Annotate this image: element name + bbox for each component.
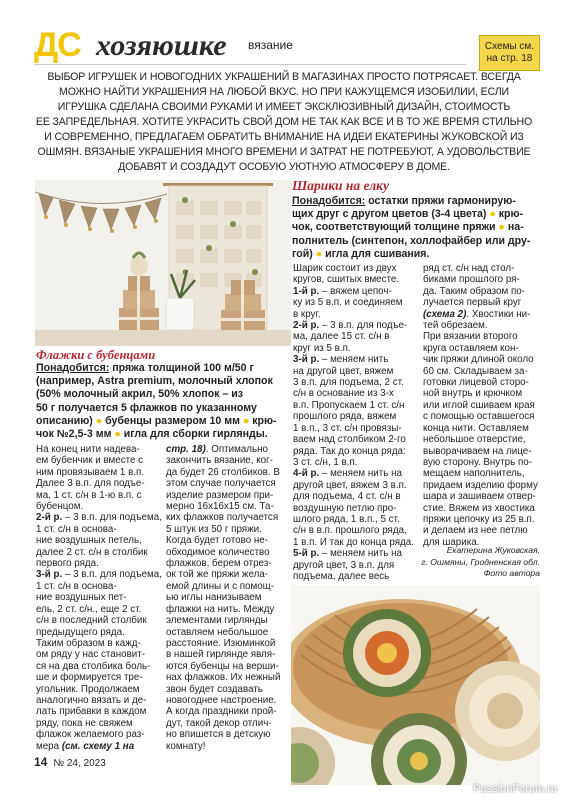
text-line (423, 331, 538, 342)
row-label: 1-й р. (293, 285, 320, 297)
text-line (423, 286, 538, 297)
section-title: хозяюшке (96, 29, 227, 62)
issue-number: № 24, 2023 (53, 758, 106, 769)
text-content: круга оставляем кон- (423, 342, 519, 354)
text-line: этом случае получается (166, 478, 276, 490)
text-content: пряжи цепочку из 25 в.п. (423, 513, 535, 525)
text-line (293, 309, 414, 320)
text-content: другой цвет, 3 в.п. для (293, 559, 395, 571)
text-line (423, 411, 538, 422)
text-content: – меняем нить на (319, 468, 402, 480)
text-line (293, 388, 414, 399)
text-content: Далее 3 в.п. для подъе- (36, 478, 145, 490)
text-content: кругов, сшитых вместе. (293, 274, 400, 286)
text-line: комнату! (166, 740, 206, 752)
materials-text: бубенцы размером 10 мм (102, 414, 243, 427)
text-content: ряда. Так до конца ряда: (293, 445, 406, 457)
text-content: бубенцом. (36, 501, 84, 513)
text-content: ние воздушных петель, (36, 535, 142, 547)
text-line: новогоднее настроение. (166, 694, 277, 706)
text-line (293, 354, 414, 365)
page-footer (34, 755, 106, 769)
text-line: но впишется в детскую (166, 729, 271, 741)
text-line: дут, такой декор отлич- (166, 717, 272, 729)
text-content: 1 ст. с/н в основа- (36, 523, 117, 535)
text-line (36, 706, 162, 717)
intro-paragraph (34, 70, 534, 175)
text-content: выворачиваем на лице- (423, 445, 532, 457)
text-content: Шарик состоит из двух (293, 263, 397, 274)
text-content: и делаем из нее петлю (423, 525, 528, 537)
header-divider (34, 64, 466, 65)
text-line (36, 512, 162, 523)
text-line (36, 558, 162, 569)
intro-line: И СОВРЕМЕННО, ПРЕДЛАГАЕМ ОБРАТИТЬ ВНИМАНИЕ НА ИДЕИ ЕКАТЕРИНЫ ЖУКОВСКОЙ ИЗ (44, 131, 524, 143)
materials-text: гой) (292, 247, 316, 260)
text-content: ся на два столбика боль- (36, 660, 151, 672)
text-line (36, 741, 162, 752)
text-content: ваем над столбиком 2-го (293, 434, 406, 446)
text-content: биками прошлого ря- (423, 274, 520, 286)
text-line (423, 480, 538, 491)
text-line: расстояние. Изюминкой (166, 637, 276, 649)
text-line (293, 480, 414, 491)
text-line: закончить вязание, ког- (166, 455, 273, 467)
photo-credit: Фото автора (483, 568, 540, 578)
text-line (293, 446, 414, 457)
text-content: 3 в.п. для подъема, 2 ст. (293, 377, 404, 389)
text-line: ких флажков получается (166, 512, 279, 524)
text-line (423, 525, 538, 536)
text-content: с помощью оставшегося (423, 411, 535, 423)
text-content: вую сторону. Внутрь по- (423, 456, 532, 468)
text-content: готовки лицевой сторо- (423, 377, 529, 389)
text-line (36, 524, 162, 535)
text-line (166, 444, 280, 455)
text-line: звон будет создавать (166, 683, 263, 695)
text-content: – меняем нить на (319, 548, 402, 560)
text-line: оставляем небольшое (166, 626, 269, 638)
text-content: прошлого ряда, вяжем (293, 411, 397, 423)
materials-text: (50% молочный акрил, 50% хлопок – из (36, 388, 244, 401)
text-line (423, 343, 538, 354)
text-content: . Хвостики ни- (466, 308, 531, 320)
text-content: лать прибавки в каждом (36, 706, 147, 718)
text-content: предыдущего ряда. (36, 626, 125, 638)
text-line: да будет 26 столбиков. В (166, 466, 280, 478)
text-content: в круг. (293, 308, 321, 320)
text-content: шара и зашиваем отвер- (423, 491, 536, 503)
text-content: ние воздушных пет- (36, 592, 127, 604)
materials-text: на- (504, 221, 524, 234)
text-content: стие. Вяжем из хвостика (423, 502, 535, 514)
text-line (423, 423, 538, 434)
text-line: флажков, берем отрез- (166, 558, 272, 570)
materials-text: 50 г получается 5 флажков по указанному (36, 401, 257, 414)
text-line (423, 354, 538, 365)
text-content: с/н в основание из 3-х (293, 388, 394, 400)
text-content: – вяжем цепоч- (319, 285, 392, 297)
text-line (293, 286, 414, 297)
materials-text: (например, Astra premium, молочный хлопок (36, 375, 273, 388)
flags-column-1 (36, 444, 162, 752)
text-content: ряд ст. с/н над стол- (423, 263, 515, 274)
text-line (423, 263, 538, 274)
row-label: (схема 2) (423, 308, 467, 320)
text-line (36, 467, 162, 478)
text-line (36, 604, 162, 615)
text-line (36, 535, 162, 546)
text-line (36, 718, 162, 729)
text-line (36, 444, 162, 455)
row-label: 5-й р. (293, 548, 320, 560)
text-content: ом ряду у нас становит- (36, 649, 145, 661)
author-name: Екатерина Жуковская, (446, 545, 540, 555)
text-content: с/н в в.п. прошлого ряда, (293, 525, 407, 537)
text-content: ма, 1 ст. с/н в 1-ю в.п. с (36, 489, 142, 501)
intro-line: ИГРУШКА СДЕЛАНА СВОИМИ РУКАМИ И ИМЕЕТ ЭКСКЛЮЗИВНЫЙ ДИЗАЙН, СТОИМОСТЬ (57, 101, 511, 113)
text-line (36, 729, 162, 740)
schemes-note-line: на стр. 18 (486, 53, 533, 64)
text-line (293, 320, 414, 331)
row-label: 4-й р. (293, 468, 320, 480)
text-line: ок той же пряжи жела- (166, 569, 269, 581)
text-content: – меняем нить (319, 354, 389, 366)
text-line (36, 649, 162, 660)
balls-heading: Шарики на елку (292, 178, 389, 193)
text-content: ним провязываем 1 в.п. (36, 466, 145, 478)
text-content: ем бубенчик и вместе с (36, 455, 144, 467)
text-content: ма, далее 15 ст. с/н в (293, 331, 390, 343)
text-content: – 3 в.п. для подъема, (62, 569, 162, 581)
text-content: другой цвет, вяжем 3 в.п. (293, 479, 407, 491)
text-content: или иглой сшиваем края (423, 399, 535, 411)
materials-text: чок №2,5-3 мм (36, 428, 115, 441)
text-content: тей обрезаем. (423, 320, 488, 332)
text-line (36, 684, 162, 695)
text-line (293, 457, 414, 468)
row-label: 3-й р. (293, 354, 320, 366)
text-line (36, 478, 162, 489)
bullet-icon: ● (242, 414, 250, 427)
text-line: обходимое количество (166, 546, 270, 558)
text-line: А когда праздники прой- (166, 706, 277, 718)
flags-column-2 (166, 444, 280, 752)
text-line: элементами гирлянды (166, 615, 268, 627)
text-line (423, 434, 538, 445)
intro-line: ДОБАВЯТ И СОЗДАДУТ ОСОБУЮ УЮТНУЮ АТМОСФЕРУ В ДОМЕ. (118, 161, 450, 173)
text-line (36, 695, 162, 706)
materials-text: щих друг с другом цветов (3-4 цвета) (292, 208, 490, 221)
text-line (423, 274, 538, 285)
text-line (293, 491, 414, 502)
text-line (293, 468, 414, 479)
text-content: шлого ряда, 1 в.п., 5 ст. (293, 513, 400, 525)
materials-text: крю- (249, 414, 277, 427)
text-content: – 3 в.п. для подъема, (62, 512, 162, 524)
text-line (423, 503, 538, 514)
text-content: – 3 в.п. для подъе- (319, 320, 408, 332)
text-content: небольшое отверстие, (423, 434, 526, 446)
text-line (36, 490, 162, 501)
text-content: придаем изделию форму (423, 479, 538, 491)
text-content: ше и формируется тре- (36, 672, 143, 684)
text-line (293, 366, 414, 377)
text-content: подъема, далее весь (293, 570, 390, 582)
text-line-rest: . Оптимально (205, 444, 268, 455)
text-content: чик пряжи длиной около (423, 354, 534, 366)
text-content: круг из 5 в.п. (293, 342, 351, 354)
author-place: г. Ошмяны, Гродненская обл. (421, 556, 540, 567)
text-line (423, 491, 538, 502)
text-line (293, 514, 414, 525)
text-line (36, 501, 162, 512)
garland-photo (35, 180, 291, 346)
bullet-icon: ● (114, 428, 121, 441)
materials-text: остатки пряжи гармонирую- (365, 195, 516, 207)
page-number: 14 (34, 755, 48, 769)
watermark: PassionForum.ru (473, 783, 557, 795)
crochet-balls-photo (291, 585, 540, 785)
schemes-note-line: Схемы см. (484, 41, 535, 52)
text-line: флажки на нить. Между (166, 603, 275, 615)
text-line (293, 434, 414, 445)
text-content: аналогично вязать и де- (36, 694, 147, 706)
text-line (293, 525, 414, 536)
text-content: 1 ст. с/н в основа- (36, 580, 117, 592)
text-line (293, 503, 414, 514)
text-content: угольник. Продолжаем (36, 683, 140, 695)
text-line (423, 377, 538, 388)
garland-photo-illustration (35, 180, 291, 346)
text-line: в нашей гирлянде явля- (166, 649, 276, 661)
text-line (423, 297, 538, 308)
materials-text: крю- (495, 208, 524, 221)
text-line: изделие размером при- (166, 489, 274, 501)
text-line (423, 309, 538, 320)
materials-text: чок, соответствующий толщине пряжи (292, 221, 499, 234)
text-line: мерно 16х16х15 см. Та- (166, 501, 274, 513)
text-line (293, 423, 414, 434)
rubric-label: вязание (248, 38, 293, 52)
text-line (293, 263, 414, 274)
materials-label: Понадобится: (292, 195, 366, 207)
text-line (36, 627, 162, 638)
text-content: конца нити. Оставляем (423, 422, 529, 434)
text-line (423, 366, 538, 377)
text-content: с/н в последний столбик (36, 615, 147, 627)
bullet-icon: ● (315, 247, 323, 260)
intro-line: ВЫБОР ИГРУШЕК И НОВОГОДНИХ УКРАШЕНИЙ В МАГАЗИНАХ ПРОСТО ПОТРЯСАЕТ. ВСЕГДА (47, 71, 521, 83)
text-line (36, 661, 162, 672)
text-line (293, 400, 414, 411)
materials-text: игла для сборки гирлянды. (120, 428, 268, 441)
intro-line: ОШМЯН. ВЯЗАНЫЕ УКРАШЕНИЯ МНОГО ВРЕМЕНИ И ЗАТРАТ НЕ ПОТРЕБУЮТ, А УДОВОЛЬСТВИЕ (37, 146, 531, 158)
brand-logo: ДС (34, 26, 81, 64)
text-line (293, 343, 414, 354)
text-line (293, 331, 414, 342)
text-line (423, 446, 538, 457)
text-content: 3 ст. с/н, 1 в.п. (293, 456, 358, 468)
text-line (293, 411, 414, 422)
text-content: При вязании второго (423, 331, 518, 343)
text-line: нах флажков. Их нежный (166, 672, 281, 684)
text-content: далее 2 ст. с/н в столбик (36, 546, 148, 558)
text-line (36, 638, 162, 649)
text-line (293, 274, 414, 285)
text-line (36, 569, 162, 580)
row-label: 3-й р. (36, 569, 63, 581)
text-line: ются бубенцы на верши- (166, 660, 279, 672)
bullet-icon: ● (95, 414, 103, 427)
text-content: флажок желаемого раз- (36, 729, 145, 741)
scheme-reference: стр. 18) (166, 444, 206, 455)
text-line (423, 388, 538, 399)
text-content: мера (36, 740, 62, 752)
intro-line: ЕЕ ЗАПРЕДЕЛЬНАЯ. ХОТИТЕ УКРАСИТЬ СВОЙ ДОМ НЕ ТАК КАК ВСЕ И В ТО ЖЕ ВРЕМЯ СТИЛЬНО (35, 116, 533, 128)
author-signature (292, 545, 540, 580)
text-content: мещаем наполнитель, (423, 468, 525, 480)
text-line (36, 547, 162, 558)
text-content: Таким образом в кажд- (36, 637, 141, 649)
text-line (423, 400, 538, 411)
text-content: 60 см. Складываем за- (423, 365, 528, 377)
crochet-balls-illustration (291, 585, 540, 785)
materials-text: игла для сшивания. (322, 247, 430, 260)
bullet-icon: ● (498, 221, 505, 234)
balls-column-1 (293, 263, 414, 582)
text-content: ель, 2 ст. с/н., еще 2 ст. (36, 603, 142, 615)
text-content: в.п. Пропускаем 1 ст. с/н (293, 399, 405, 411)
balls-materials (292, 195, 542, 261)
text-line (423, 514, 538, 525)
flags-materials (36, 362, 290, 441)
text-line (293, 377, 414, 388)
text-line (293, 297, 414, 308)
text-content: лучается первый круг (423, 297, 522, 309)
text-line (36, 615, 162, 626)
text-content: для подъема, 4 ст. с/н в (293, 491, 401, 503)
text-line (423, 457, 538, 468)
text-line: Когда будет готово не- (166, 535, 268, 547)
flags-heading: Флажки с бубенцами (36, 348, 156, 362)
text-content: на другой цвет, вяжем (293, 365, 394, 377)
schemes-note (479, 35, 540, 71)
text-content: ку из 5 в.п. и соединяем (293, 297, 403, 309)
text-line: ью иглы нанизываем (166, 592, 262, 604)
row-label: 2-й р. (293, 320, 320, 332)
materials-text: описанию) (36, 414, 96, 427)
balls-column-2 (423, 263, 538, 548)
text-content: ной внутрь и крючком (423, 388, 523, 400)
text-line (36, 581, 162, 592)
bullet-icon: ● (489, 208, 496, 221)
text-line (36, 672, 162, 683)
row-label: 2-й р. (36, 512, 63, 524)
text-content: 1 в.п., 3 ст. с/н провязы- (293, 422, 402, 434)
text-line (36, 592, 162, 603)
text-line (36, 455, 162, 466)
text-content: первого ряда. (36, 558, 99, 570)
materials-text: полнитель (синтепон, холлофайбер или дру- (292, 234, 531, 247)
materials-text: пряжа толщиной 100 м/50 г (109, 362, 254, 374)
text-line: 5 штук из 50 г пряжи. (166, 523, 262, 535)
text-content: да. Таким образом по- (423, 285, 525, 297)
materials-label: Понадобится: (36, 362, 110, 374)
text-content: На конец нити надева- (36, 444, 140, 455)
scheme-reference: (см. схему 1 на (61, 740, 135, 752)
text-content: 1 в.п. И так до конца ряда. (293, 536, 414, 548)
intro-line: МОЖНО НАЙТИ УКРАШЕНИЯ НА ЛЮБОЙ ВКУС. НО ПРИ КАЖУЩЕМСЯ ИЗОБИЛИИ, ЕСЛИ (59, 86, 509, 98)
text-line: емой длины и с помощ- (166, 580, 274, 592)
text-line (423, 468, 538, 479)
text-content: ряду, пока не свяжем (36, 717, 133, 729)
text-line (423, 320, 538, 331)
text-content: воздушную петлю про- (293, 502, 397, 514)
text-content: для шарика. (423, 536, 480, 548)
